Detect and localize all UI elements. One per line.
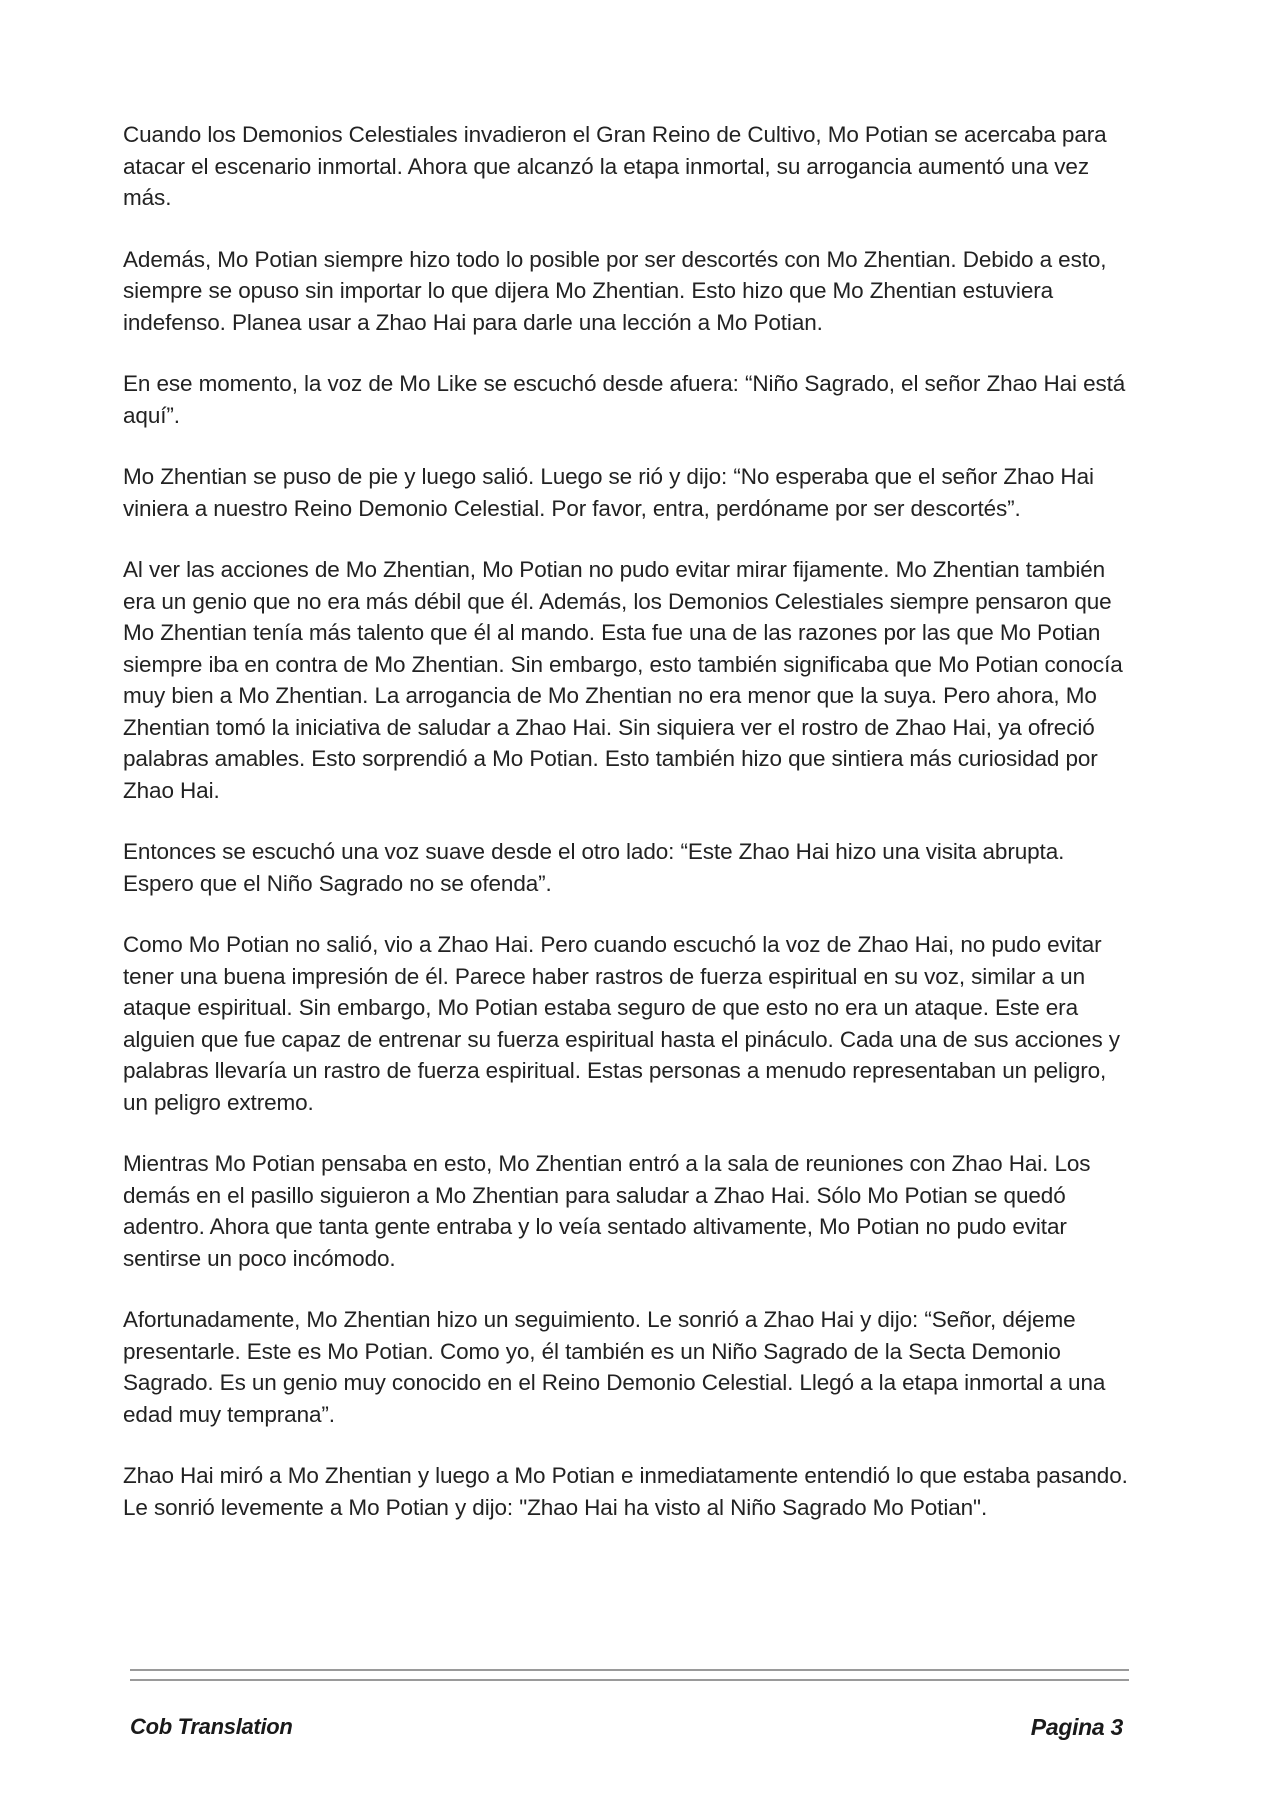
paragraph-10: Zhao Hai miró a Mo Zhentian y luego a Mo Potian e inmediatamente entendió lo que estaba pasando. Le sonrió levemente a Mo Potian y dijo: "Zhao Hai ha visto al Niño Sagrado Mo Potian". (123, 1463, 1128, 1520)
paragraph-7: Como Mo Potian no salió, vio a Zhao Hai. Pero cuando escuchó la voz de Zhao Hai, no pudo evitar tener una buena impresión de él. Parece haber rastros de fuerza espiritual en su voz, similar a un ataque espiritual. Sin embargo, Mo Potian estaba seguro de que esto no era un ataque. Este era alguien que fue capaz de entrenar su fuerza espiritual hasta el pináculo. Cada una de sus acciones y palabras llevaría un rastro de fuerza espiritual. Estas personas a menudo representaban un peligro, un peligro extremo. (123, 932, 1120, 1115)
footer-divider-top (130, 1669, 1129, 1671)
paragraph-8: Mientras Mo Potian pensaba en esto, Mo Zhentian entró a la sala de reuniones con Zhao Hai. Los demás en el pasillo siguieron a Mo Zhentian para saludar a Zhao Hai. Sólo Mo Potian se quedó adentro. Ahora que tanta gente entraba y lo veía sentado altivamente, Mo Potian no pudo evitar sentirse un poco incómodo. (123, 1151, 1091, 1271)
paragraph-3: En ese momento, la voz de Mo Like se escuchó desde afuera: “Niño Sagrado, el señor Zhao Hai está aquí”. (123, 371, 1126, 428)
document-body (123, 119, 1133, 1553)
paragraph-9: Afortunadamente, Mo Zhentian hizo un seguimiento. Le sonrió a Zhao Hai y dijo: “Señor, déjeme presentarle. Este es Mo Potian. Como yo, él también es un Niño Sagrado de la Secta Demonio Sagrado. Es un genio muy conocido en el Reino Demonio Celestial. Llegó a la etapa inmortal a una edad muy temprana”. (123, 1307, 1106, 1427)
footer-credit: Cob Translation (130, 1714, 293, 1739)
paragraph-5: Al ver las acciones de Mo Zhentian, Mo Potian no pudo evitar mirar fijamente. Mo Zhentian también era un genio que no era más débil que él. Además, los Demonios Celestiales siempre pensaron que Mo Zhentian tenía más talento que él al mando. Esta fue una de las razones por las que Mo Potian siempre iba en contra de Mo Zhentian. Sin embargo, esto también significaba que Mo Potian conocía muy bien a Mo Zhentian. La arrogancia de Mo Zhentian no era menor que la suya. Pero ahora, Mo Zhentian tomó la iniciativa de saludar a Zhao Hai. Sin siquiera ver el rostro de Zhao Hai, ya ofreció palabras amables. Esto sorprendió a Mo Potian. Esto también hizo que sintiera más curiosidad por Zhao Hai. (123, 557, 1123, 803)
footer-divider-bottom (130, 1679, 1129, 1681)
paragraph-6: Entonces se escuchó una voz suave desde el otro lado: “Este Zhao Hai hizo una visita abrupta. Espero que el Niño Sagrado no se ofenda”. (123, 839, 1065, 896)
paragraph-2: Además, Mo Potian siempre hizo todo lo posible por ser descortés con Mo Zhentian. Debido a esto, siempre se opuso sin importar lo que dijera Mo Zhentian. Esto hizo que Mo Zhentian estuviera indefenso. Planea usar a Zhao Hai para darle una lección a Mo Potian. (123, 246, 1107, 335)
paragraph-1: Cuando los Demonios Celestiales invadieron el Gran Reino de Cultivo, Mo Potian se acercaba para atacar el escenario inmortal. Ahora que alcanzó la etapa inmortal, su arrogancia aumentó una vez más. (123, 122, 1107, 210)
page-number: Pagina 3 (1030, 1714, 1123, 1740)
paragraph-4: Mo Zhentian se puso de pie y luego salió. Luego se rió y dijo: “No esperaba que el señor Zhao Hai viniera a nuestro Reino Demonio Celestial. Por favor, entra, perdóname por ser descortés”. (123, 464, 1094, 521)
